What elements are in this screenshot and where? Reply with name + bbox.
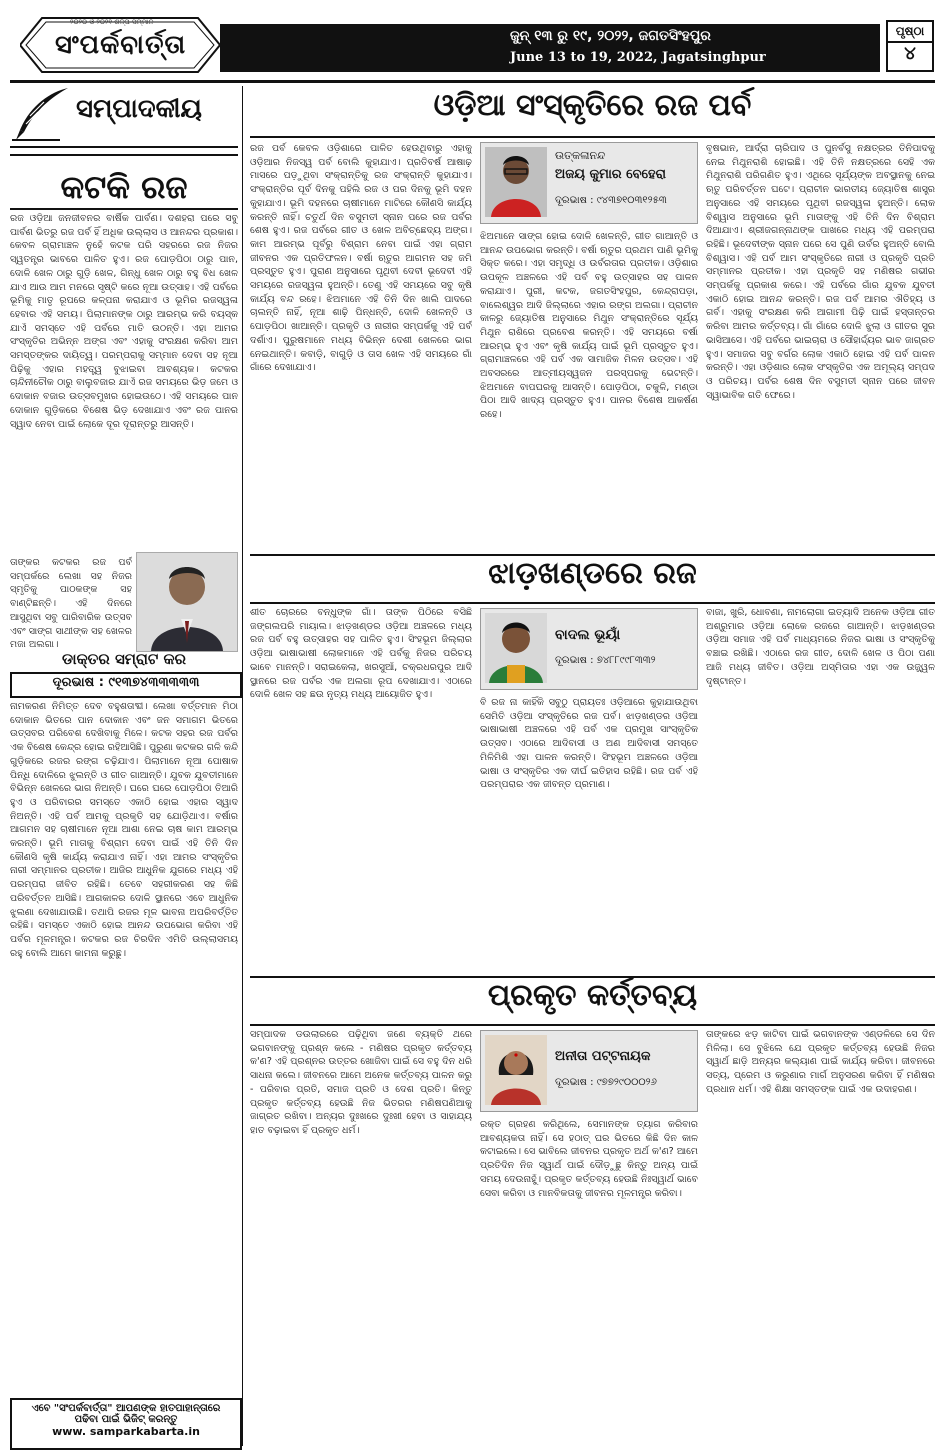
author-photo: [485, 1035, 547, 1105]
article2-column-1: ଶୀତ ଚୋରରେ ବନ୍ଧୁଙ୍କ ଗାଁ। ତାଙ୍କ ପିଠିରେ ବସିଛି ଜଙ୍ଗଲପରି ମାୟାଲ। ଝାଡ଼ଖଣ୍ଡର ଓଡ଼ିଆ ଅଞ୍ଚଳରେ ମଧ୍ୟ ରଜ ପର୍ବ ବହୁ ଉତ୍ସାହର ସହ ପାଳିତ ହୁଏ। ସିଂହଭୂମ ଜିଲ୍ଲାର ଓଡ଼ିଆ ଭାଷାଭାଷୀ ଲୋକମାନେ ଏହି ପର୍ବକୁ ନିଜର ପରିଚୟ ଭାବେ ମାନନ୍ତି। ସରାଇକେଲା, ଖରସୁଆଁ, ଚକ୍ରଧରପୁର ଆଦି ସ୍ଥାନରେ ରଜ ପର୍ବର ଏକ ଅଲଗା ରୂପ ଦେଖାଯାଏ। ଏଠାରେ ଦୋଳି ଖେଳ ସହ ଛଉ ନୃତ୍ୟ ମଧ୍ୟ ଆୟୋଜିତ ହୁଏ।: [250, 607, 472, 701]
editorial-title: କଟକି ରଜ: [60, 168, 188, 206]
writer-photo: [136, 552, 238, 652]
article1-column-3: ବୃଷଭାନ, ଆର୍ଦ୍ରା ଚାରିପାଦ ଓ ପୁନର୍ବସୁ ନକ୍ଷତ୍ରର ତିନିପାଦକୁ ନେଇ ମିଥୁନରାଶି ହୋଇଛି। ଏହି ତିନି ନକ୍ଷତ୍ରରେ ସେହି ଏକ ମିଥୁନରାଶି ପରିଗଣିତ ହୁଏ। ଏଥିରେ ସୂର୍ଯ୍ୟଙ୍କ ଅବସ୍ଥାନକୁ ନେଇ ଋତୁ ପରିବର୍ତ୍ତନ ଘଟେ। ପ୍ରାଚୀନ ଭାରତୀୟ ଜ୍ୟୋତିଷ ଶାସ୍ତ୍ର ଅନୁସାରେ ଏହି ସମୟରେ ପୃଥିବୀ ରଜସ୍ୱଳା ହୁଅନ୍ତି। ଲୋକ ବିଶ୍ୱାସ ଅନୁସାରେ ଭୂମି ମାତାଙ୍କୁ ଏହି ତିନି ଦିନ ବିଶ୍ରାମ ଦିଆଯାଏ। ଶ୍ରୀଜଗନ୍ନାଥଙ୍କ ପାଖରେ ମଧ୍ୟ ଏହି ପରମ୍ପରା ରହିଛି। ଭୂଦେବୀଙ୍କ ସ୍ନାନ ପରେ ସେ ପୁଣି ଉର୍ବର ହୁଅନ୍ତି ବୋଲି ବିଶ୍ୱାସ। ଏହି ପର୍ବ ଆମ ସଂସ୍କୃତିରେ ନାରୀ ଓ ପ୍ରକୃତି ପ୍ରତି ସମ୍ମାନର ପ୍ରତୀକ। ଏହା ପ୍ରକୃତି ସହ ମଣିଷର ଗଭୀର ସମ୍ପର୍କକୁ ପ୍ରକାଶ କରେ। ଏହି ପର୍ବରେ ଗାଁର ଯୁବକ ଯୁବତୀ ଏକାଠି ହୋଇ ଆନନ୍ଦ କରନ୍ତି। ରଜ ପର୍ବ ଆମର ଐତିହ୍ୟ ଓ ଗର୍ବ। ଏହାକୁ ସଂରକ୍ଷଣ କରି ଆଗାମୀ ପିଢ଼ି ପାଇଁ ହସ୍ତାନ୍ତର କରିବା ଆମର କର୍ତ୍ତବ୍ୟ। ଗାଁ ଗାଁରେ ଦୋଳି ଝୁଲା ଓ ଗୀତର ସୁର ଭାସିଆସେ। ଏହି ପର୍ବରେ ଭାଇଚାରା ଓ ସୌହାର୍ଦ୍ଦ୍ୟର ଭାବ ଜାଗ୍ରତ ହୁଏ। ସମାଜର ସବୁ ବର୍ଗର ଲୋକ ଏକାଠି ହୋଇ ଏହି ପର୍ବ ପାଳନ କରନ୍ତି। ଏହା ଓଡ଼ିଶାର ଲୋକ ସଂସ୍କୃତିର ଏକ ଅମୂଲ୍ୟ ସମ୍ପଦ ଓ ପରିଚୟ। ପର୍ବର ଶେଷ ଦିନ ବସୁମତୀ ସ୍ନାନ ପରେ ଜୀବନ ସ୍ୱାଭାବିକ ଗତି ଫେରେ।: [706, 143, 935, 401]
editorial-body-1: ରଜ ଓଡ଼ିଆ ଜନଜୀବନର ବାର୍ଷିକ ପାର୍ବଣ। ଦଶହରା ପରେ ସବୁ ପାର୍ବଣ ଭିତରୁ ରଜ ପର୍ବ ହିଁ ଅଧିକ ଉଲ୍ଲାସ ଓ ଆନନ୍ଦର ପ୍ରକାଶ। କେବଳ ଗ୍ରାମାଞ୍ଚଳ ନୁହେଁ କଟକ ପରି ସହରରେ ରଜ ନିଜର ସ୍ୱତନ୍ତ୍ର ଭାବରେ ପାଳିତ ହୁଏ। ରଜ ପୋଡ଼ପିଠା ଠାରୁ ପାନ, ଦୋଳି ଖେଳ ଠାରୁ ଗୁଡ଼ି ଖେଳ, ଗିନ୍ଧୁ ଖେଳ ଠାରୁ ବହୁ ବିଧ ଖେଳ ଯାଏ ଆଉ ଆମ ମନରେ ସୃଷ୍ଟି କରେ ନୂଆ ଉତ୍ସାହ। ଏହି ପର୍ବରେ ଭୂମିକୁ ମାତୃ ରୂପରେ କଳ୍ପନା କରାଯାଏ ଓ ଭୂମିର ରଜସ୍ୱଳା ହେବାର ଏହି ସମୟ। ପିଲାମାନଙ୍କ ଠାରୁ ଆରମ୍ଭ କରି ବୟସ୍କ ଯାଏଁ ସମସ୍ତେ ଏହି ପର୍ବରେ ମାତି ଉଠନ୍ତି। ଏହା ଆମର ସଂସ୍କୃତିର ଅଭିନ୍ନ ଅଙ୍ଗ ଏବଂ ଏହାକୁ ସଂରକ୍ଷଣ କରିବା ଆମ ସମସ୍ତଙ୍କର ଦାୟିତ୍ୱ। ପରମ୍ପରାକୁ ସମ୍ମାନ ଦେବା ସହ ନୂଆ ପିଢ଼ିକୁ ଏହାର ମହତ୍ତ୍ୱ ବୁଝାଇବା ଆବଶ୍ୟକ। କଟକର ଚାନ୍ଦିନୀଚୌକ ଠାରୁ ବାଲୁବଜାର ଯାଏଁ ରଜ ସମୟରେ ଭିଡ଼ ଜମେ ଓ ଦୋକାନ ବଜାର ଉତ୍ସବମୁଖର ହୋଇଉଠେ। ଏହି ସମୟରେ ପାନ ଦୋକାନ ଗୁଡ଼ିକରେ ବିଶେଷ ଭିଡ଼ ଦେଖାଯାଏ ଏବଂ ରଜ ପାନର ସ୍ୱାଦ ନେବା ପାଇଁ ଲୋକେ ଦୂର ଦୂରାନ୍ତରୁ ଆସନ୍ତି।: [10, 213, 238, 430]
website-link[interactable]: www. samparkabarta.in: [52, 1425, 200, 1438]
divider: [250, 136, 935, 138]
promo-line-2: ପଢିବା ପାଇଁ ଭିଜିଟ୍ କରନ୍ତୁ: [74, 1414, 178, 1425]
editorial-writer-name: ଡାକ୍ତର ସମ୍ରାଟ କର: [62, 650, 186, 668]
article1-author: ଅଜୟ କୁମାର ବେହେରା: [555, 167, 666, 182]
masthead: [10, 10, 935, 80]
date-english: June 13 to 19, 2022, Jagatsinghpur: [510, 50, 766, 65]
article3-title: ପ୍ରକୃତ କର୍ତ୍ତବ୍ୟ: [487, 978, 698, 1013]
website-promo[interactable]: [10, 1398, 242, 1450]
author-photo: [485, 613, 547, 683]
person-photo-icon: [485, 147, 547, 217]
author-photo: [485, 147, 547, 217]
logo-name: ସଂପର୍କବାର୍ତ୍ତା: [55, 30, 187, 60]
divider: [250, 1024, 935, 1026]
column-divider: [242, 86, 243, 1446]
logo-tagline: ୨୦୨୦ ଓ ୨୦୨୧ ଶିଳ୍ପି ସମ୍ମାନ: [70, 18, 154, 26]
article2-author: ବାଦଲ ଭୂୟାଁ: [555, 627, 621, 643]
article3-author: ଅନୀତା ପଟ୍ଟନାୟକ: [555, 1049, 651, 1064]
editorial-wrap-text: ତାଙ୍କର କଟକର ରଜ ପର୍ବ ସମ୍ପର୍କରେ ଲେଖା ସହ ନିଜର ସ୍ମୃତିକୁ ପାଠକଙ୍କ ସହ ବାଣ୍ଟିଛନ୍ତି। ଏହି ଦିନରେ ଆସୁଥିବା ସବୁ ପାରିବାରିକ ଉତ୍ସବ ଏବଂ ସାଙ୍ଗ ସାଥୀଙ୍କ ସହ ଖେଳର ମଜା ଅଲଗା।: [10, 557, 132, 651]
article1-phone: ଦୂରଭାଷ : ୯୪୩୭୧୦୩୧୨୫୩: [555, 195, 667, 206]
article2-column-3: ବାଜା, ଖୁରି, ଧୋବଣା, ନାମଲୋଗା ଇତ୍ୟାଦି ଅନେକ ଓଡ଼ିଆ ଗୀତ ଅଶ୍ରୁମାର ଓଡ଼ିଆ ଲୋକେ ରଜରେ ଗାଆନ୍ତି। ଝାଡ଼ଖଣ୍ଡର ଓଡ଼ିଆ ସମାଜ ଏହି ପର୍ବ ମାଧ୍ୟମରେ ନିଜର ଭାଷା ଓ ସଂସ୍କୃତିକୁ ବଞ୍ଚାଇ ରଖିଛି। ଏଠାରେ ରଜ ଗୀତ, ଦୋଳି ଖେଳ ଓ ପିଠା ପଣା ଆଜି ମଧ୍ୟ ଜୀବିତ। ଓଡ଼ିଆ ଅସ୍ମିତାର ଏହା ଏକ ଉଜ୍ଜ୍ୱଳ ଦୃଷ୍ଟାନ୍ତ।: [706, 607, 935, 687]
article3-phone: ଦୂରଭାଷ : ୯୭୭୨୯୦୦୦୨୬: [555, 1077, 657, 1088]
editorial-column: [10, 86, 238, 1446]
editorial-header: [10, 86, 238, 144]
article2-byline: [480, 608, 698, 690]
editorial-writer-phone: ଦୂରଭାଷ : ୯୧୩୭୪୩୩୩୩୩: [10, 672, 242, 698]
page-label: ପୃଷ୍ଠା: [888, 22, 932, 43]
divider: [10, 146, 238, 156]
article1-byline: [480, 142, 698, 224]
date-band: [220, 24, 880, 72]
quill-pen-icon: [10, 86, 72, 142]
article1-title: ଓଡ଼ିଆ ସଂସ୍କୃତିରେ ରଜ ପର୍ବ: [433, 88, 752, 123]
top-rule: [10, 80, 935, 83]
promo-line-1: ଏବେ "ସଂପର୍କବାର୍ତ୍ତା" ଆପଣଙ୍କ ହାତପାହାନ୍ତାରେ: [31, 1403, 221, 1414]
article3-column-3: ତାଙ୍କରେ ଝଡ଼ କାଟିବା ପାଇଁ ଭଗବାନଙ୍କ ଏଣ୍ଡଳିରେ ସେ ଦିନ ମିଳିଲା। ସେ ବୁଝିଲେ ଯେ ପ୍ରକୃତ କର୍ତ୍ତବ୍ୟ ହେଉଛି ନିଜର ସ୍ୱାର୍ଥ ଛାଡ଼ି ଅନ୍ୟର କଲ୍ୟାଣ ପାଇଁ କାର୍ଯ୍ୟ କରିବା। ଜୀବନରେ ସତ୍ୟ, ପ୍ରେମ ଓ କରୁଣାର ମାର୍ଗ ଅନୁସରଣ କରିବା ହିଁ ମଣିଷର ପ୍ରଧାନ ଧର୍ମ। ଏହି ଶିକ୍ଷା ସମସ୍ତଙ୍କ ପାଇଁ ଏକ ଉଦାହରଣ।: [706, 1029, 935, 1095]
article1-column-2: ଝିଅମାନେ ସାଙ୍ଗ ହୋଇ ଦୋଳି ଖେଳନ୍ତି, ଗୀତ ଗାଆନ୍ତି ଓ ଆନନ୍ଦ ଉପଭୋଗ କରନ୍ତି। ବର୍ଷା ଋତୁର ପ୍ରଥମ ପାଣି ଭୂମିକୁ ସିକ୍ତ କରେ। ଏହା ସମୃଦ୍ଧି ଓ ଉର୍ବରତାର ପ୍ରତୀକ। ଓଡ଼ିଶାର ଉପକୂଳ ଅଞ୍ଚଳରେ ଏହି ପର୍ବ ବହୁ ଉତ୍ସାହର ସହ ପାଳନ କରାଯାଏ। ପୁରୀ, କଟକ, ଜଗତସିଂହପୁର, କେନ୍ଦ୍ରାପଡ଼ା, ବାଲେଶ୍ୱର ଆଦି ଜିଲ୍ଲାରେ ଏହାର ରଙ୍ଗ ଅଲଗା। ପ୍ରାଚୀନ କାଳରୁ ଜ୍ୟୋତିଷ ଅନୁସାରେ ମିଥୁନ ସଂକ୍ରାନ୍ତିରେ ସୂର୍ଯ୍ୟ ମିଥୁନ ରାଶିରେ ପ୍ରବେଶ କରନ୍ତି। ଏହି ସମୟରେ ବର୍ଷା ଆରମ୍ଭ ହୁଏ ଏବଂ କୃଷି କାର୍ଯ୍ୟ ପାଇଁ ଭୂମି ପ୍ରସ୍ତୁତ ହୁଏ। ଗ୍ରାମାଞ୍ଚଳରେ ଏହି ପର୍ବ ଏକ ସାମାଜିକ ମିଳନ ଉତ୍ସବ। ଏହି ଅବସରରେ ଆତ୍ମୀୟସ୍ୱଜନ ପରସ୍ପରକୁ ଭେଟନ୍ତି। ଝିଅମାନେ ବାପଘରକୁ ଆସନ୍ତି। ପୋଡ଼ପିଠା, ଚକୁଳି, ମଣ୍ଡା ପିଠା ଆଦି ଖାଦ୍ୟ ପ୍ରସ୍ତୁତ ହୁଏ। ପାନର ବିଶେଷ ଆକର୍ଷଣ ରହେ।: [480, 231, 698, 421]
date-odia: ଜୁନ୍ ୧୩ ରୁ ୧୯, ୨୦୨୨, ଜଗତସିଂହପୁର: [510, 28, 711, 44]
editorial-body-3: ନାମକରଣ ନିମିତ୍ତ ଦେବ ବହୁଶତାବ୍ଦୀ। ଲେଖା ବର୍ତ୍ତମାନ ମିଠା ଦୋକାନ ଭିତରେ ପାନ ଦୋକାନ ଏବଂ ଜନ ସମାଗମ ଭିତରେ ଉତ୍ସବର ପରିବେଶ ଦେଖିବାକୁ ମିଳେ। କଟକ ସହର ରଜ ପର୍ବର ଏକ ବିଶେଷ କେନ୍ଦ୍ର ହୋଇ ରହିଆସିଛି। ପୁରୁଣା କଟକର ଗଳି କନ୍ଦି ଗୁଡ଼ିକରେ ରଜର ରଙ୍ଗ ଚଢ଼ିଯାଏ। ପିଲାମାନେ ନୂଆ ପୋଷାକ ପିନ୍ଧି ଦୋଳିରେ ଝୁଲନ୍ତି ଓ ଗୀତ ଗାଆନ୍ତି। ଯୁବକ ଯୁବତୀମାନେ ବିଭିନ୍ନ ଖେଳରେ ଭାଗ ନିଅନ୍ତି। ଘରେ ଘରେ ପୋଡ଼ପିଠା ତିଆରି ହୁଏ ଓ ପରିବାରର ସମସ୍ତେ ଏକାଠି ହୋଇ ଏହାର ସ୍ୱାଦ ନିଅନ୍ତି। ଏହି ପର୍ବ ଆମକୁ ପ୍ରକୃତି ସହ ଯୋଡ଼ିଥାଏ। ବର୍ଷାର ଆଗମନ ସହ ଚାଷୀମାନେ ନୂଆ ଆଶା ନେଇ ଚାଷ କାମ ଆରମ୍ଭ କରନ୍ତି। ଭୂମି ମାତାକୁ ବିଶ୍ରାମ ଦେବା ପାଇଁ ଏହି ତିନି ଦିନ କୌଣସି କୃଷି କାର୍ଯ୍ୟ କରାଯାଏ ନାହିଁ। ଏହା ଆମର ସଂସ୍କୃତିର ନାରୀ ସମ୍ମାନର ପ୍ରତୀକ। ଆଜିର ଆଧୁନିକ ଯୁଗରେ ମଧ୍ୟ ଏହି ପରମ୍ପରା ଜୀବିତ ରହିଛି। ତେବେ ସହରୀକରଣ ସହ କିଛି ପରିବର୍ତ୍ତନ ଆସିଛି। ଆଗକାଳର ଦୋଳି ସ୍ଥାନରେ ଏବେ ଆଧୁନିକ ଝୁଲଣା ଦେଖାଯାଉଛି। ତଥାପି ରଜର ମୂଳ ଭାବନା ଅପରିବର୍ତ୍ତିତ ରହିଛି। ସମସ୍ତେ ଏକାଠି ହୋଇ ଆନନ୍ଦ ଉପଭୋଗ କରିବା ଏହି ପର୍ବର ମୂଳମନ୍ତ୍ର। କଟକର ରଜ ଚିରଦିନ ଏମିତି ଉଲ୍ଲାସମୟ ରହୁ ବୋଲି ଆମେ କାମନା କରୁଛୁ।: [10, 701, 238, 959]
person-photo-icon: [485, 1035, 547, 1105]
article3-byline: [480, 1030, 698, 1112]
article2-phone: ଦୂରଭାଷ : ୭୪୮୮୯୯୮୩୩୨: [555, 655, 656, 666]
page-number-box: [886, 20, 934, 72]
article1-byline-prefix: ଉତ୍କଳାନନ୍ଦ: [555, 149, 606, 162]
article3-column-2: ରକ୍ତ ଗ୍ରହଣ କରିଥିଲେ, ସେମାନଙ୍କ ତ୍ୟାଗ କରିବାର ଆବଶ୍ୟକତା ନାହିଁ। ସେ ହଠାତ୍ ଘର ଭିତରେ କିଛି ଦିନ କାଳ କଟାଇଲେ। ସେ ଭାବିଲେ ଜୀବନର ପ୍ରକୃତ ଅର୍ଥ କ'ଣ? ଆମେ ପ୍ରତିଦିନ ନିଜ ସ୍ୱାର୍ଥ ପାଇଁ ଦୌଡ଼ୁଛୁ କିନ୍ତୁ ଅନ୍ୟ ପାଇଁ ସମୟ ଦେଉନାହୁଁ। ପ୍ରକୃତ କର୍ତ୍ତବ୍ୟ ହେଉଛି ନିଃସ୍ୱାର୍ଥ ଭାବେ ସେବା କରିବା ଓ ମାନବିକତାକୁ ଜୀବନର ମୂଳମନ୍ତ୍ର କରିବା।: [480, 1119, 698, 1199]
divider: [250, 602, 935, 604]
person-photo-icon: [485, 613, 547, 683]
newspaper-logo[interactable]: [10, 16, 230, 74]
article1-column-1: ରଜ ପର୍ବ କେବଳ ଓଡ଼ିଶାରେ ପାଳିତ ହେଉଥିବାରୁ ଏହାକୁ ଓଡ଼ିଆର ନିଜସ୍ୱ ପର୍ବ ବୋଲି କୁହାଯାଏ। ପ୍ରତିବର୍ଷ ଆଷାଢ଼ ମାସରେ ପଡ଼ୁଥିବା ସଂକ୍ରାନ୍ତିକୁ ରଜ ସଂକ୍ରାନ୍ତି କୁହାଯାଏ। ସଂକ୍ରାନ୍ତିର ପୂର୍ବ ଦିନକୁ ପହିଲି ରଜ ଓ ପର ଦିନକୁ ଭୂମି ଦହନ କୁହାଯାଏ। ଭୂମି ଦହନରେ ଚାଷୀମାନେ ମାଟିରେ କୌଣସି କାର୍ଯ୍ୟ କରନ୍ତି ନାହିଁ। ଚତୁର୍ଥ ଦିନ ବସୁମତୀ ସ୍ନାନ ପରେ ରଜ ପର୍ବର ଶେଷ ହୁଏ। ରଜ ପର୍ବରେ ଗୀତ ଓ ଖେଳ ଅବିଚ୍ଛେଦ୍ୟ ଅଙ୍ଗ। କାମ ଆରମ୍ଭ ପୂର୍ବରୁ ବିଶ୍ରାମ ନେବା ପାଇଁ ଏହା ଗ୍ରାମ ଜୀବନର ଏକ ପ୍ରତିଫଳନ। ବର୍ଷା ଋତୁର ଆଗମନ ସହ ଜମି ପ୍ରସ୍ତୁତ ହୁଏ। ପୁରାଣ ଅନୁସାରେ ପୃଥିବୀ ଦେବୀ ଭୂଦେବୀ ଏହି ସମୟରେ ରଜସ୍ୱଳା ହୁଅନ୍ତି। ତେଣୁ ଏହି ସମୟରେ ସବୁ କୃଷି କାର୍ଯ୍ୟ ବନ୍ଦ ରହେ। ଝିଅମାନେ ଏହି ତିନି ଦିନ ଖାଲି ପାଦରେ ଚାଲନ୍ତି ନାହିଁ, ନୂଆ ଶାଢ଼ି ପିନ୍ଧନ୍ତି, ଦୋଳି ଖେଳନ୍ତି ଓ ପୋଡ଼ପିଠା ଖାଆନ୍ତି। ପ୍ରକୃତି ଓ ନାରୀର ସମ୍ପର୍କକୁ ଏହି ପର୍ବ ଦର୍ଶାଏ। ପୁରୁଷମାନେ ମଧ୍ୟ ବିଭିନ୍ନ ଦେଶୀ ଖେଳରେ ଭାଗ ନେଇଥାନ୍ତି। କବାଡ଼ି, ବାଗୁଡ଼ି ଓ ତାସ ଖେଳ ଏହି ସମୟରେ ଗାଁ ଗାଁରେ ଦେଖାଯାଏ।: [250, 143, 472, 374]
editorial-section-title: ସମ୍ପାଦକୀୟ: [76, 94, 202, 124]
page-number: ୪: [904, 43, 916, 64]
article2-column-2: ବି ରଜ ନା କାହିଁକି ସବୁଠୁ ପ୍ରାୟତଃ ଓଡ଼ିଆରେ କୁହାଯାଉଥିବା ସେମିତି ଓଡ଼ିଆ ସଂସ୍କୃତିରେ ରଜ ପର୍ବ। ଝାଡ଼ଖଣ୍ଡର ଓଡ଼ିଆ ଭାଷାଭାଷୀ ଅଞ୍ଚଳରେ ଏହି ପର୍ବ ଏକ ପ୍ରମୁଖ ସାଂସ୍କୃତିକ ଉତ୍ସବ। ଏଠାରେ ଆଦିବାସୀ ଓ ଅଣ ଆଦିବାସୀ ସମସ୍ତେ ମିଳିମିଶି ଏହା ପାଳନ କରନ୍ତି। ସିଂହଭୂମ ଅଞ୍ଚଳରେ ଓଡ଼ିଆ ଭାଷା ଓ ସଂସ୍କୃତିର ଏକ ଦୀର୍ଘ ଇତିହାସ ରହିଛି। ରଜ ପର୍ବ ଏହି ପରମ୍ପରାର ଏକ ଜୀବନ୍ତ ପ୍ରମାଣ।: [480, 697, 698, 791]
article3-column-1: ସମ୍ପାଦକ ଡଉଲାରରେ ପଢ଼ିଥିବା ଜଣେ ବ୍ୟକ୍ତି ଥରେ ଭଗବାନଙ୍କୁ ପ୍ରଶ୍ନ କଲେ - ମଣିଷର ପ୍ରକୃତ କର୍ତ୍ତବ୍ୟ କ'ଣ? ଏହି ପ୍ରଶ୍ନର ଉତ୍ତର ଖୋଜିବା ପାଇଁ ସେ ବହୁ ଦିନ ଧରି ସାଧନା କଲେ। ଜୀବନରେ ଆମେ ଅନେକ କର୍ତ୍ତବ୍ୟ ପାଳନ କରୁ - ପରିବାର ପ୍ରତି, ସମାଜ ପ୍ରତି ଓ ଦେଶ ପ୍ରତି। କିନ୍ତୁ ପ୍ରକୃତ କର୍ତ୍ତବ୍ୟ ହେଉଛି ନିଜ ଭିତରର ମଣିଷପଣିଆକୁ ଜାଗ୍ରତ ରଖିବା। ଅନ୍ୟର ଦୁଃଖରେ ଦୁଃଖୀ ହେବା ଓ ସାହାଯ୍ୟ ହାତ ବଢ଼ାଇବା ହିଁ ପ୍ରକୃତ ଧର୍ମ।: [250, 1029, 472, 1136]
person-photo-icon: [137, 553, 237, 651]
article2-title: ଝାଡ଼ଖଣ୍ଡରେ ରଜ: [488, 556, 697, 591]
